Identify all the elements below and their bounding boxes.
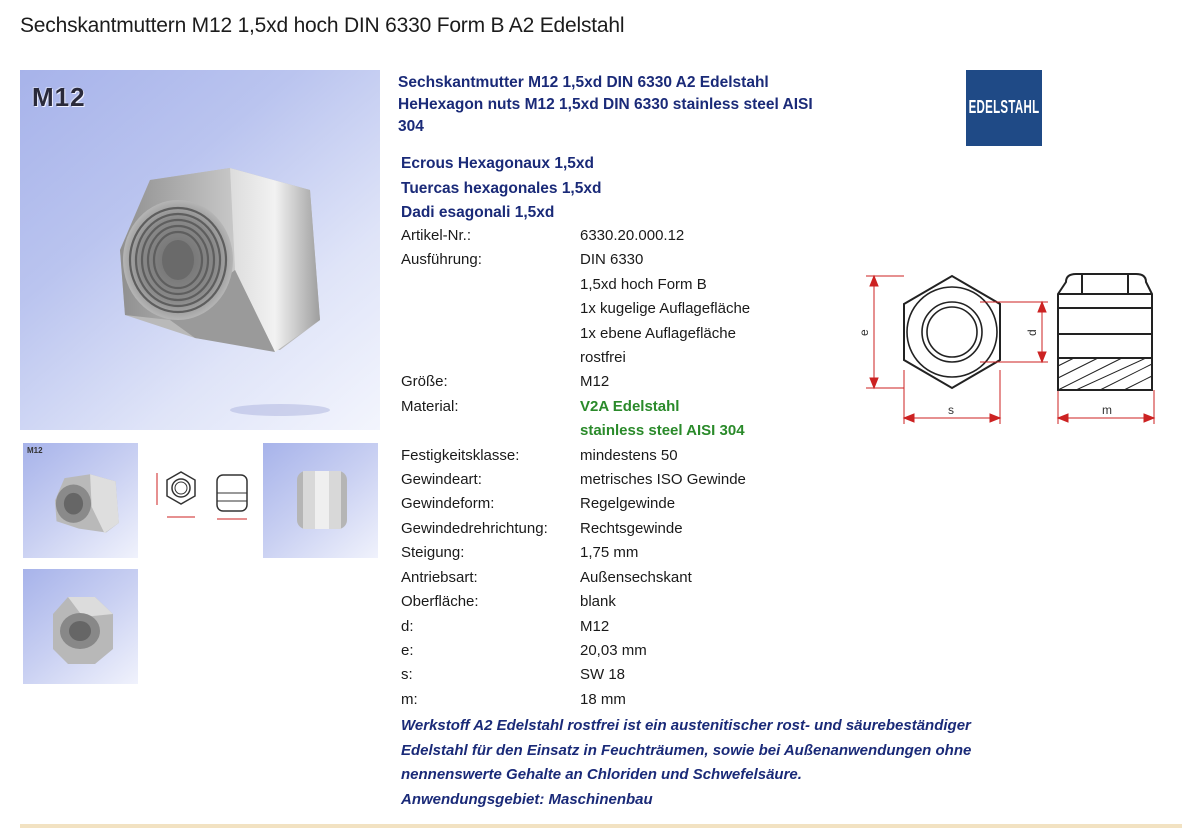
spec-label: Material:: [401, 397, 459, 415]
spec-row: [401, 273, 750, 297]
spec-label: s:: [401, 666, 413, 684]
spec-row: [401, 566, 750, 590]
note-line: Edelstahl für den Einsatz in Feuchträumen, sowie bei Außenanwendungen ohne: [401, 741, 972, 759]
spec-value: 1,5xd hoch Form B: [580, 275, 707, 293]
spec-value: rostfrei: [580, 349, 626, 367]
translations: [401, 152, 601, 226]
spec-value: M12: [580, 617, 610, 635]
spec-label: Festigkeitsklasse:: [401, 446, 520, 464]
spec-value: 6330.20.000.12: [580, 227, 685, 244]
spec-row: [401, 639, 750, 663]
spec-value: M12: [580, 373, 610, 391]
spec-row: [401, 590, 750, 614]
spec-value: 18 mm: [580, 690, 626, 708]
hex-nut-top-thumb-icon: [23, 569, 138, 684]
spec-row: [401, 663, 750, 687]
heading-german: Sechskantmutter M12 1,5xd DIN 6330 A2 Edelstahl: [398, 74, 769, 91]
spec-row: [401, 541, 750, 565]
hex-nut-thumb-icon: [23, 443, 138, 558]
spec-value: 1x ebene Auflagefläche: [580, 324, 736, 342]
spec-value: blank: [580, 593, 616, 611]
spec-row: [401, 688, 750, 712]
technical-drawing-thumb-icon: [143, 443, 258, 558]
application-area: Anwendungsgebiet: Maschinenbau: [401, 790, 653, 808]
spec-value: SW 18: [580, 666, 626, 684]
material-note: [401, 714, 1021, 812]
translation-spanish: Tuercas hexagonales 1,5xd: [401, 179, 602, 197]
spec-label: d:: [401, 617, 414, 635]
spec-value: Außensechskant: [580, 568, 692, 586]
spec-row: [401, 248, 750, 272]
main-image-size-label: M12: [32, 82, 86, 112]
thumbnail-4[interactable]: [23, 569, 138, 684]
bottom-divider: [20, 824, 1182, 828]
dimension-label-s: s: [948, 403, 954, 417]
spec-label: [401, 419, 580, 443]
spec-row: [401, 370, 750, 394]
spec-value: DIN 6330: [580, 251, 644, 269]
spec-value: Rechtsgewinde: [580, 519, 683, 537]
spec-label: [401, 346, 580, 370]
thumbnail-size-label: M12: [27, 446, 43, 455]
note-line: nennenswerte Gehalte an Chloriden und Schwefelsäure.: [401, 766, 802, 783]
thumbnail-1[interactable]: [23, 443, 138, 558]
spec-value-material: V2A Edelstahl: [580, 397, 680, 415]
spec-value: metrisches ISO Gewinde: [580, 471, 746, 489]
spec-label: Gewindeform:: [401, 495, 495, 513]
spec-label: Gewindeart:: [401, 471, 482, 489]
edelstahl-logo: [966, 70, 1042, 146]
hex-nut-photo: [20, 70, 380, 430]
thumbnail-2[interactable]: [143, 443, 258, 558]
spec-table: [401, 224, 750, 712]
spec-row: [401, 468, 750, 492]
spec-label: m:: [401, 690, 418, 708]
spec-label: Oberfläche:: [401, 593, 479, 611]
spec-row: [401, 492, 750, 516]
spec-row: [401, 517, 750, 541]
spec-value: Regelgewinde: [580, 495, 676, 513]
thumbnail-3[interactable]: [263, 443, 378, 558]
spec-label: Ausführung:: [401, 251, 482, 269]
spec-row: [401, 224, 750, 248]
technical-drawing: [852, 262, 1172, 432]
spec-row: [401, 322, 750, 346]
heading-english: HeHexagon nuts M12 1,5xd DIN 6330 stainless steel AISI: [398, 96, 813, 113]
spec-value: 20,03 mm: [580, 641, 647, 659]
spec-label: [401, 273, 580, 297]
spec-label: [401, 322, 580, 346]
translation-french: Ecrous Hexagonaux 1,5xd: [401, 155, 594, 172]
page-title: Sechskantmuttern M12 1,5xd hoch DIN 6330 Form B A2 Edelstahl: [20, 14, 625, 37]
spec-row: [401, 346, 750, 370]
heading-english-cont: 304: [398, 118, 424, 135]
spec-value: 1,75 mm: [580, 544, 639, 562]
spec-row: [401, 395, 750, 419]
spec-label: e:: [401, 641, 414, 659]
spec-label: [401, 297, 580, 321]
spec-value: mindestens 50: [580, 446, 678, 464]
spec-value-material: stainless steel AISI 304: [580, 422, 745, 440]
spec-label: Größe:: [401, 373, 448, 391]
spec-label: Antriebsart:: [401, 568, 478, 586]
dimension-label-e: e: [857, 329, 871, 336]
main-product-image[interactable]: [20, 70, 380, 430]
logo-text: EDELSTAHL: [968, 98, 1040, 118]
spec-row: [401, 419, 750, 443]
note-line: Werkstoff A2 Edelstahl rostfrei ist ein austenitischer rost- und säurebeständiger: [401, 717, 971, 734]
spec-label: Artikel-Nr.:: [401, 227, 472, 244]
spec-row: [401, 444, 750, 468]
hex-nut-side-thumb-icon: [263, 443, 378, 558]
dimension-label-d: d: [1025, 329, 1039, 336]
spec-value: 1x kugelige Auflagefläche: [580, 300, 751, 318]
dimension-label-m: m: [1102, 403, 1112, 417]
spec-label: Steigung:: [401, 544, 465, 562]
spec-row: [401, 297, 750, 321]
spec-row: [401, 615, 750, 639]
translation-italian: Dadi esagonali 1,5xd: [401, 204, 555, 221]
spec-label: Gewindedrehrichtung:: [401, 519, 548, 537]
product-heading: [398, 72, 838, 138]
